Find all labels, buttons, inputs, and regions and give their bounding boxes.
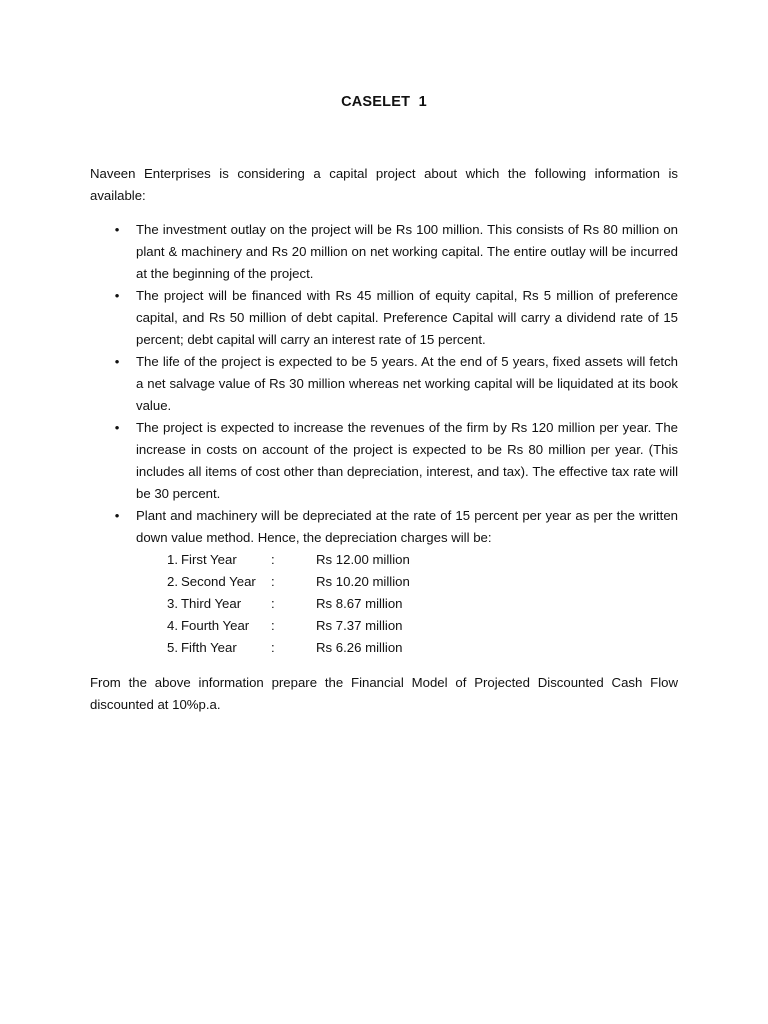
separator: : <box>271 640 275 655</box>
depreciation-row <box>136 571 678 593</box>
bullet-text: The project is expected to increase the revenues of the firm by Rs 120 million per year. The increase in costs on account of the project is expected to be Rs 80 million per year. (This includes all items of cost other than depreciation, interest, and tax). The effective tax rate will be 30 percent. <box>136 420 678 501</box>
bullet-text: The life of the project is expected to be 5 years. At the end of 5 years, fixed assets will fetch a net salvage value of Rs 30 million whereas net working capital will be liquidated at its book value. <box>136 354 678 413</box>
bullet-text: The investment outlay on the project will be Rs 100 million. This consists of Rs 80 million on plant & machinery and Rs 20 million on net working capital. The entire outlay will be incurred at the beginning of the project. <box>136 222 678 281</box>
year-label: Fifth Year <box>181 640 237 655</box>
bullet-icon: • <box>114 508 120 523</box>
bullet-icon: • <box>114 222 120 237</box>
bullet-list <box>90 219 678 659</box>
depreciation-row <box>136 637 678 659</box>
row-number: 2. <box>167 574 178 589</box>
separator: : <box>271 596 275 611</box>
year-label: Fourth Year <box>181 618 250 633</box>
row-number: 1. <box>167 552 178 567</box>
intro-paragraph: Naveen Enterprises is considering a capital project about which the following information is available: <box>90 166 678 203</box>
conclusion-paragraph: From the above information prepare the Financial Model of Projected Discounted Cash Flow discounted at 10%p.a. <box>90 675 678 712</box>
year-label: Second Year <box>181 574 256 589</box>
bullet-icon: • <box>114 288 120 303</box>
bullet-item-depreciation <box>90 505 678 659</box>
row-number: 3. <box>167 596 178 611</box>
separator: : <box>271 618 275 633</box>
depreciation-row <box>136 615 678 637</box>
depreciation-value: Rs 7.37 million <box>316 618 403 633</box>
depreciation-value: Rs 8.67 million <box>316 596 403 611</box>
bullet-item-project-life <box>90 351 678 417</box>
depreciation-row <box>136 593 678 615</box>
bullet-item-revenues <box>90 417 678 505</box>
bullet-item-financing <box>90 285 678 351</box>
depreciation-value: Rs 10.20 million <box>316 574 410 589</box>
depreciation-value: Rs 6.26 million <box>316 640 403 655</box>
bullet-text: The project will be financed with Rs 45 million of equity capital, Rs 5 million of preference capital, and Rs 50 million of debt capital. Preference Capital will carry a dividend rate of 15 percent; debt capital will carry an interest rate of 15 percent. <box>136 288 678 347</box>
year-label: Third Year <box>181 596 242 611</box>
year-label: First Year <box>181 552 237 567</box>
bullet-item-outlay <box>90 219 678 285</box>
bullet-icon: • <box>114 354 120 369</box>
bullet-text: Plant and machinery will be depreciated at the rate of 15 percent per year as per the written down value method. Hence, the depreciation charges will be: <box>136 508 678 545</box>
separator: : <box>271 552 275 567</box>
separator: : <box>271 574 275 589</box>
row-number: 4. <box>167 618 178 633</box>
depreciation-row <box>136 549 678 571</box>
row-number: 5. <box>167 640 178 655</box>
bullet-icon: • <box>114 420 120 435</box>
depreciation-list <box>136 549 678 659</box>
depreciation-value: Rs 12.00 million <box>316 552 410 567</box>
page-title: CASELET 1 <box>341 94 427 110</box>
